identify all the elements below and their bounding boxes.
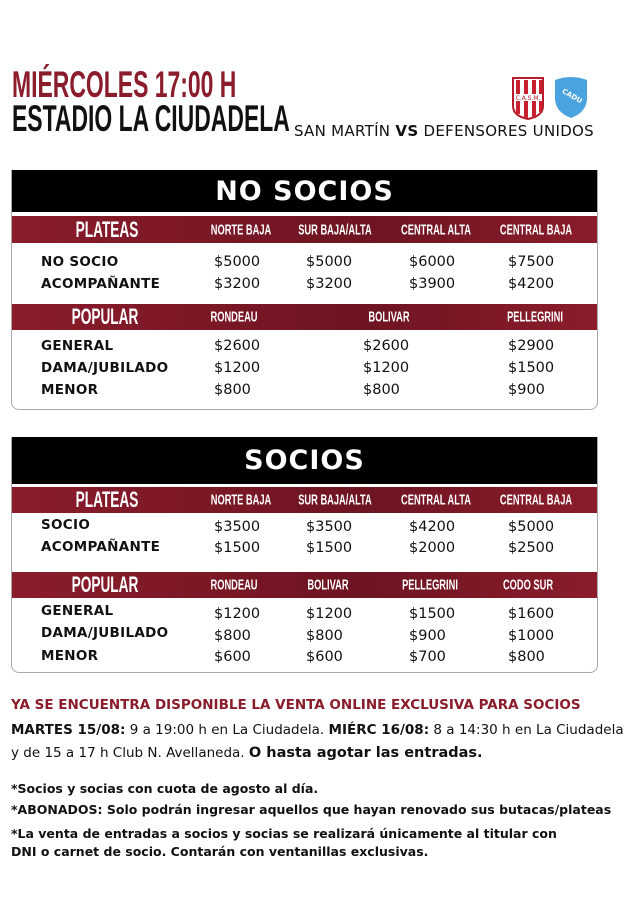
price: $1500	[409, 606, 456, 622]
price: $2000	[409, 540, 456, 556]
date-label: MARTES 15/08:	[11, 722, 126, 738]
row-label: MENOR	[41, 648, 99, 664]
row-label: GENERAL	[41, 603, 114, 619]
price: $7500	[508, 254, 555, 270]
popular-header	[12, 304, 597, 330]
schedule-text: 8 a 14:30 h en La Ciudadela	[429, 722, 624, 738]
schedule-text: y de 15 a 17 h Club N. Avellaneda.	[11, 745, 249, 761]
price: $6000	[409, 254, 456, 270]
col-header: BOLIVAR	[368, 308, 410, 326]
price: $2500	[508, 540, 555, 556]
svg-text:CADU: CADU	[560, 87, 584, 106]
col-header: SUR BAJA/ALTA	[298, 491, 372, 509]
event-day-time: MIÉRCOLES 17:00 H	[12, 64, 237, 105]
price: $700	[409, 649, 446, 665]
until-sold-out: O hasta agotar las entradas.	[248, 745, 483, 761]
price: $800	[363, 382, 400, 398]
row-label: ACOMPAÑANTE	[41, 539, 161, 555]
schedule-text: 9 a 19:00 h en La Ciudadela.	[125, 722, 329, 738]
price: $600	[214, 649, 251, 665]
home-team: SAN MARTÍN	[293, 122, 391, 140]
col-header: SUR BAJA/ALTA	[298, 221, 372, 238]
price: $4200	[508, 276, 555, 292]
price: $5000	[214, 254, 261, 270]
popular-label: POPULAR	[71, 572, 139, 597]
price: $2900	[508, 338, 555, 354]
price: $900	[409, 628, 446, 644]
price: $3200	[306, 276, 353, 292]
row-label: NO SOCIO	[41, 254, 119, 270]
plateas-label: PLATEAS	[75, 487, 139, 512]
row-label: SOCIO	[41, 517, 91, 533]
col-header: CENTRAL ALTA	[401, 221, 471, 238]
price: $800	[306, 628, 343, 644]
online-sale-headline: YA SE ENCUENTRA DISPONIBLE LA VENTA ONLINE EXCLUSIVA PARA SOCIOS	[11, 697, 581, 713]
col-header: NORTE BAJA	[210, 491, 272, 509]
row-label: DAMA/JUBILADO	[41, 625, 169, 641]
price: $1500	[508, 360, 555, 376]
price: $1500	[306, 540, 353, 556]
row-label: DAMA/JUBILADO	[41, 360, 169, 376]
price: $800	[214, 628, 251, 644]
schedule-line-1	[11, 722, 624, 738]
row-label: ACOMPAÑANTE	[41, 276, 161, 292]
price: $900	[508, 382, 545, 398]
col-header: PELLEGRINI	[402, 576, 458, 594]
col-header: RONDEAU	[210, 308, 258, 326]
price: $2600	[214, 338, 261, 354]
price: $1200	[306, 606, 353, 622]
socios-table	[11, 437, 598, 673]
note-sale-1: *La venta de entradas a socios y socias se realizará únicamente al titular con	[11, 826, 557, 841]
note-quota: *Socios y socias con cuota de agosto al día.	[11, 781, 319, 796]
popular-header	[12, 572, 597, 598]
note-sale-2: DNI o carnet de socio. Contarán con ventanillas exclusivas.	[11, 844, 429, 859]
price: $1000	[508, 628, 555, 644]
date-label: MIÉRC 16/08:	[328, 722, 430, 738]
no-socios-table	[11, 170, 598, 410]
price: $3500	[306, 519, 353, 535]
price: $1500	[214, 540, 261, 556]
price: $800	[508, 649, 545, 665]
price: $4200	[409, 519, 456, 535]
defensores-unidos-crest-icon	[553, 74, 589, 120]
note-abonados: *ABONADOS: Solo podrán ingresar aquellos que hayan renovado sus butacas/plateas	[11, 802, 612, 817]
price: $1200	[363, 360, 410, 376]
col-header: RONDEAU	[210, 576, 258, 594]
san-martin-crest-icon	[510, 74, 546, 120]
col-header: CENTRAL BAJA	[499, 491, 573, 509]
price: $3200	[214, 276, 261, 292]
price: $800	[214, 382, 251, 398]
plateas-header	[12, 216, 597, 243]
price: $1200	[214, 360, 261, 376]
col-header: CODO SUR	[502, 576, 554, 594]
price: $1200	[214, 606, 261, 622]
col-header: BOLIVAR	[307, 576, 349, 594]
col-header: PELLEGRINI	[507, 308, 563, 326]
plateas-header	[12, 487, 597, 513]
plateas-label: PLATEAS	[75, 216, 139, 242]
svg-text:C.A.S.M.: C.A.S.M.	[515, 95, 541, 102]
price: $600	[306, 649, 343, 665]
col-header: CENTRAL ALTA	[401, 491, 471, 509]
col-header: CENTRAL BAJA	[499, 221, 573, 238]
row-label: MENOR	[41, 382, 99, 398]
section-title: NO SOCIOS	[12, 170, 597, 212]
vs-label: VS	[395, 122, 419, 140]
row-label: GENERAL	[41, 338, 114, 354]
col-header: NORTE BAJA	[210, 221, 272, 238]
price: $1600	[508, 606, 555, 622]
price: $5000	[508, 519, 555, 535]
popular-label: POPULAR	[71, 304, 139, 329]
event-venue: ESTADIO LA CIUDADELA	[12, 98, 290, 139]
price: $2600	[363, 338, 410, 354]
schedule-line-2	[11, 745, 483, 761]
match-title	[294, 122, 594, 140]
price: $3500	[214, 519, 261, 535]
away-team: DEFENSORES UNIDOS	[423, 122, 594, 140]
price: $3900	[409, 276, 456, 292]
price: $5000	[306, 254, 353, 270]
section-title: SOCIOS	[12, 437, 597, 484]
